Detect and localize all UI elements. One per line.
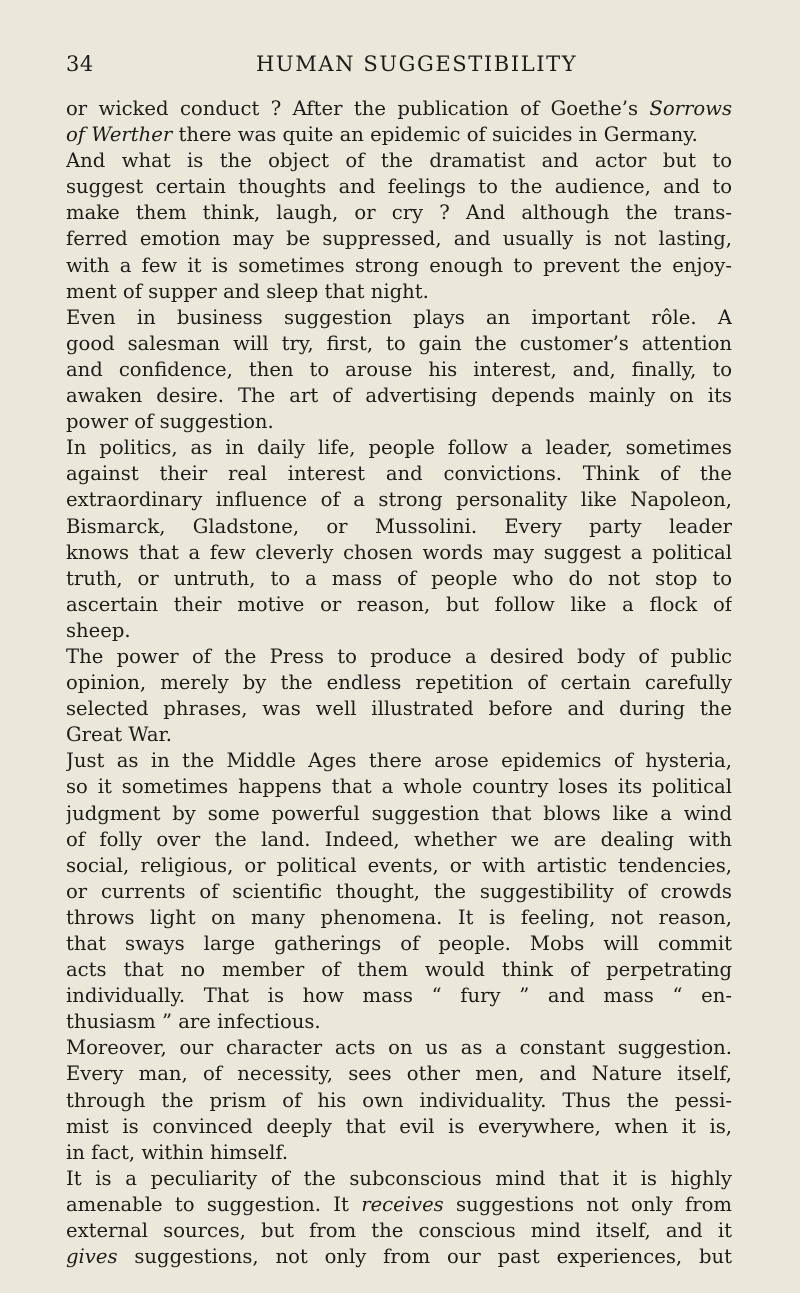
text-line: [66, 1009, 732, 1035]
text-segment: or currents of scientific thought, the suggestibility of crowds: [66, 879, 732, 903]
text-line: [66, 435, 732, 461]
text-line: [66, 1244, 732, 1270]
text-line: [66, 357, 732, 383]
text-segment: Moreover, our character acts on us as a constant suggestion.: [66, 1036, 732, 1060]
text-segment: And what is the object of the dramatist and actor but to: [66, 149, 732, 173]
italic-text: of Werther: [66, 123, 173, 147]
text-line: [66, 1088, 732, 1114]
text-segment: with a few it is sometimes strong enough to prevent the enjoy-: [66, 253, 732, 277]
text-segment: or wicked conduct ? After the publication of Goethe’s: [66, 97, 650, 120]
text-segment: Even in business suggestion plays an important rôle. A: [66, 305, 732, 329]
text-line: [66, 540, 732, 566]
text-segment: external sources, but from the conscious mind itself, and it: [66, 1219, 732, 1243]
text-segment: opinion, merely by the endless repetition of certain carefully: [66, 671, 732, 695]
text-segment: Every man, of necessity, sees other men, and Nature itself,: [66, 1062, 732, 1086]
text-line: [66, 1140, 732, 1166]
text-line: [66, 566, 732, 592]
text-line: [66, 670, 732, 696]
italic-text: receives: [361, 1192, 444, 1216]
text-line: [66, 226, 732, 252]
text-segment: ment of supper and sleep that night.: [66, 279, 429, 303]
text-line: [66, 696, 732, 722]
text-line: [66, 931, 732, 957]
text-segment: throws light on many phenomena. It is feeling, not reason,: [66, 905, 732, 929]
text-line: [66, 174, 732, 200]
text-line: [66, 122, 732, 148]
text-line: [66, 1061, 732, 1087]
text-line: [66, 487, 732, 513]
text-segment: awaken desire. The art of advertising depends mainly on its: [66, 384, 732, 408]
text-segment: suggestions not only from: [443, 1192, 732, 1216]
text-line: [66, 905, 732, 931]
text-line: [66, 1192, 732, 1218]
text-segment: so it sometimes happens that a whole country loses its political: [66, 775, 732, 799]
text-line: [66, 1166, 732, 1192]
text-line: [66, 200, 732, 226]
text-line: [66, 983, 732, 1009]
text-line: [66, 618, 732, 644]
text-segment: ferred emotion may be suppressed, and usually is not lasting,: [66, 227, 732, 251]
text-segment: in fact, within himself.: [66, 1140, 289, 1164]
text-line: [66, 253, 732, 279]
text-segment: mist is convinced deeply that evil is everywhere, when it is,: [66, 1114, 732, 1138]
text-line: [66, 853, 732, 879]
text-segment: Just as in the Middle Ages there arose epidemics of hysteria,: [66, 749, 732, 773]
text-segment: truth, or untruth, to a mass of people who do not stop to: [66, 566, 732, 590]
text-line: [66, 644, 732, 670]
text-segment: acts that no member of them would think of perpetrating: [66, 958, 732, 982]
text-line: [66, 748, 732, 774]
text-line: [66, 592, 732, 618]
text-segment: knows that a few cleverly chosen words may suggest a political: [66, 540, 732, 564]
text-line: [66, 957, 732, 983]
text-segment: make them think, laugh, or cry ? And although the trans-: [66, 201, 732, 225]
text-segment: sheep.: [66, 618, 131, 642]
text-segment: Bismarck, Gladstone, or Mussolini. Every party leader: [66, 514, 732, 538]
text-segment: and confidence, then to arouse his interest, and, finally, to: [66, 357, 732, 381]
text-line: [66, 409, 732, 435]
text-line: [66, 279, 732, 305]
text-line: [66, 1218, 732, 1244]
text-line: [66, 722, 732, 748]
italic-text: gives: [66, 1245, 118, 1269]
text-segment: social, religious, or political events, or with artistic tendencies,: [66, 853, 732, 877]
text-segment: judgment by some powerful suggestion that blows like a wind: [66, 801, 732, 825]
text-line: [66, 1035, 732, 1061]
text-segment: suggest certain thoughts and feelings to the audience, and to: [66, 175, 732, 199]
text-segment: suggestions, not only from our past experiences, but: [117, 1245, 732, 1269]
italic-text: Sorrows: [649, 97, 732, 120]
text-segment: The power of the Press to produce a desired body of public: [66, 644, 732, 668]
text-line: [66, 305, 732, 331]
text-line: [66, 879, 732, 905]
text-line: [66, 1114, 732, 1140]
text-segment: that sways large gatherings of people. Mobs will commit: [66, 932, 732, 955]
text-segment: against their real interest and convictions. Think of the: [66, 462, 732, 486]
text-line: [66, 331, 732, 357]
text-line: [66, 774, 732, 800]
text-line: [66, 148, 732, 174]
page-header: [66, 52, 712, 82]
text-segment: It is a peculiarity of the subconscious mind that it is highly: [66, 1166, 732, 1190]
text-segment: Great War.: [66, 723, 172, 747]
text-segment: through the prism of his own individuality. Thus the pessi-: [66, 1088, 732, 1112]
body-text: [66, 96, 732, 1270]
text-line: [66, 383, 732, 409]
page-number: 34: [66, 52, 94, 76]
text-segment: individually. That is how mass “ fury ” and mass “ en-: [66, 984, 732, 1008]
text-segment: amenable to suggestion. It: [66, 1192, 362, 1216]
text-segment: there was quite an epidemic of suicides in Germany.: [172, 123, 698, 147]
text-segment: of folly over the land. Indeed, whether we are dealing with: [66, 827, 732, 851]
text-line: [66, 96, 732, 122]
text-line: [66, 514, 732, 540]
text-segment: selected phrases, was well illustrated before and during the: [66, 697, 732, 721]
text-segment: In politics, as in daily life, people follow a leader, sometimes: [66, 436, 732, 460]
text-line: [66, 827, 732, 853]
text-segment: ascertain their motive or reason, but follow like a flock of: [66, 592, 732, 616]
text-segment: power of suggestion.: [66, 410, 274, 434]
text-line: [66, 801, 732, 827]
text-segment: thusiasm ” are infectious.: [66, 1010, 321, 1034]
text-segment: extraordinary influence of a strong personality like Napoleon,: [66, 488, 732, 512]
text-segment: good salesman will try, first, to gain the customer’s attention: [66, 331, 732, 355]
text-line: [66, 461, 732, 487]
running-head: HUMAN SUGGESTIBILITY: [256, 52, 578, 76]
